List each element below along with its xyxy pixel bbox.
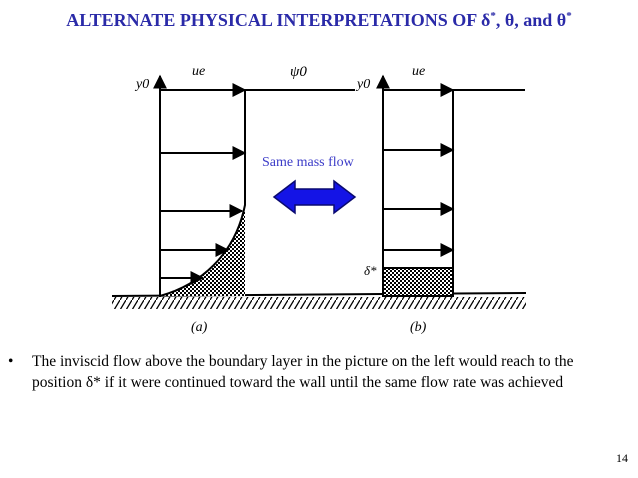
label-ue-left: ue (192, 64, 206, 79)
label-panel-b: (b) (410, 320, 427, 335)
label-y0-left: y0 (136, 77, 150, 92)
label-y0-right: y0 (357, 77, 371, 92)
title-sup-2: * (566, 10, 572, 22)
double-arrow-icon (274, 181, 355, 213)
bullet-text: The inviscid flow above the boundary layer in the picture on the left would reach to the position δ* if it were continued toward the wall until the same flow rate was achieved (32, 353, 574, 391)
label-ue-right: ue (412, 64, 426, 79)
title-sup-1: * (490, 10, 496, 22)
title-prefix: ALTERNATE PHYSICAL INTERPRETATIONS OF δ (66, 10, 491, 30)
page-number: 14 (616, 451, 628, 465)
wall-hatching (112, 297, 526, 309)
label-panel-a: (a) (191, 320, 208, 335)
label-delta-star: δ* (364, 263, 377, 278)
displacement-area-b (383, 268, 453, 296)
title-mid: , θ, and θ (495, 10, 567, 30)
same-mass-flow-label: Same mass flow (262, 155, 354, 170)
bullet-marker: • (8, 353, 14, 370)
label-psi0: ψ0 (290, 64, 307, 80)
